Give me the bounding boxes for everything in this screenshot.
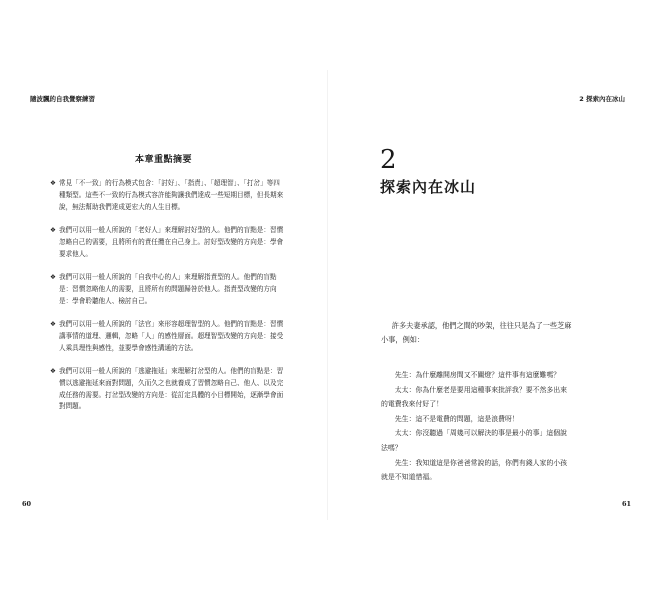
running-head: 隨波飄的自我覺察練習 <box>30 95 95 103</box>
dialogue-line: 法嗎？ <box>381 443 402 452</box>
diamond-bullet-icon: ❖ <box>50 225 56 234</box>
diamond-bullet-icon: ❖ <box>50 319 56 328</box>
dialogue-line: 太太：你為什麼老是要用這種事來批評我？要不然多出來 <box>394 385 568 394</box>
dialogue-block <box>381 368 621 485</box>
diamond-bullet-icon: ❖ <box>50 366 56 375</box>
intro-line: 許多夫妻承認，他們之間的吵架，往往只是為了一些芝麻 <box>391 321 572 330</box>
running-head: 2 探索內在冰山 <box>579 95 625 103</box>
dialogue-line: 就是不知道惜福。 <box>381 473 437 482</box>
dialogue-line: 太太：你沒聽過「周幾可以解決的事是最小的事」這個說 <box>394 429 568 438</box>
left-page <box>0 0 327 609</box>
summary-item <box>50 366 286 413</box>
dialogue-line: 的電費我來付好了！ <box>381 400 444 409</box>
diamond-bullet-icon: ❖ <box>50 272 56 281</box>
summary-item <box>50 272 286 307</box>
intro-paragraph <box>381 319 621 347</box>
right-page <box>328 0 655 609</box>
summary-item-text: 我們可以用一般人所說的「法官」來形容超理智型的人。他們的盲點是：習慣講事情的道理、邏輯，忽略「人」的感性層面。超理智型改變的方向是：接受人乘具理性與感性，並要學會感性溝通的方法。 <box>59 319 284 352</box>
summary-item <box>50 319 286 354</box>
summary-title: 本章重點摘要 <box>134 155 192 165</box>
page-number: 60 <box>22 500 32 508</box>
diamond-bullet-icon: ❖ <box>50 179 56 187</box>
chapter-title: 探索內在冰山 <box>380 178 477 196</box>
summary-item <box>50 225 286 260</box>
chapter-number: 2 <box>380 145 397 175</box>
dialogue-line: 先生：為什麼離開房間又不關燈？這件事有這麼難嗎？ <box>394 371 561 379</box>
summary-list <box>50 178 286 425</box>
page-number: 61 <box>621 500 631 508</box>
dialogue-line: 先生：這不是電費的問題，這是浪費呀！ <box>394 414 519 423</box>
summary-item-text: 常見「不一致」的行為模式包含：「討好」、「指責」、「超理智」、「打岔」等四種類型。這些不一致的行為模式容許能夠讓我們達成一些短期目標，但長期來說，無法幫助我們達成更宏大的人生目標。 <box>59 179 284 211</box>
summary-item-text: 我們可以用一般人所說的「老好人」來理解討好型的人。他們的盲點是：習慣忽略自己的需要，且將所有的責任攬在自己身上。討好型改變的方向是：學會要求他人。 <box>59 225 284 258</box>
summary-item-text: 我們可以用一般人所說的「逃避拖延」來理解打岔型的人。他們的盲點是：習慣以逃避拖延來面對問題，久而久之也就養成了習慣忽略自己、他人、以及完成任務的需要。打岔型改變的方向是：從訂定具體的小目標開始，逐漸學會面對問題。 <box>59 366 284 411</box>
summary-item <box>50 178 286 213</box>
dialogue-line: 先生：我知道這是你爸爸常說的話，你們有錢人家的小孩 <box>394 458 568 467</box>
intro-line: 小事，例如： <box>381 335 425 344</box>
summary-item-text: 我們可以用一般人所說的「自我中心的人」來理解指責型的人。他們的盲點是：習慣忽略他人的需要，且將所有的問題歸咎於他人。指責型改變的方向是：學會聆聽他人、檢討自己。 <box>59 272 277 305</box>
